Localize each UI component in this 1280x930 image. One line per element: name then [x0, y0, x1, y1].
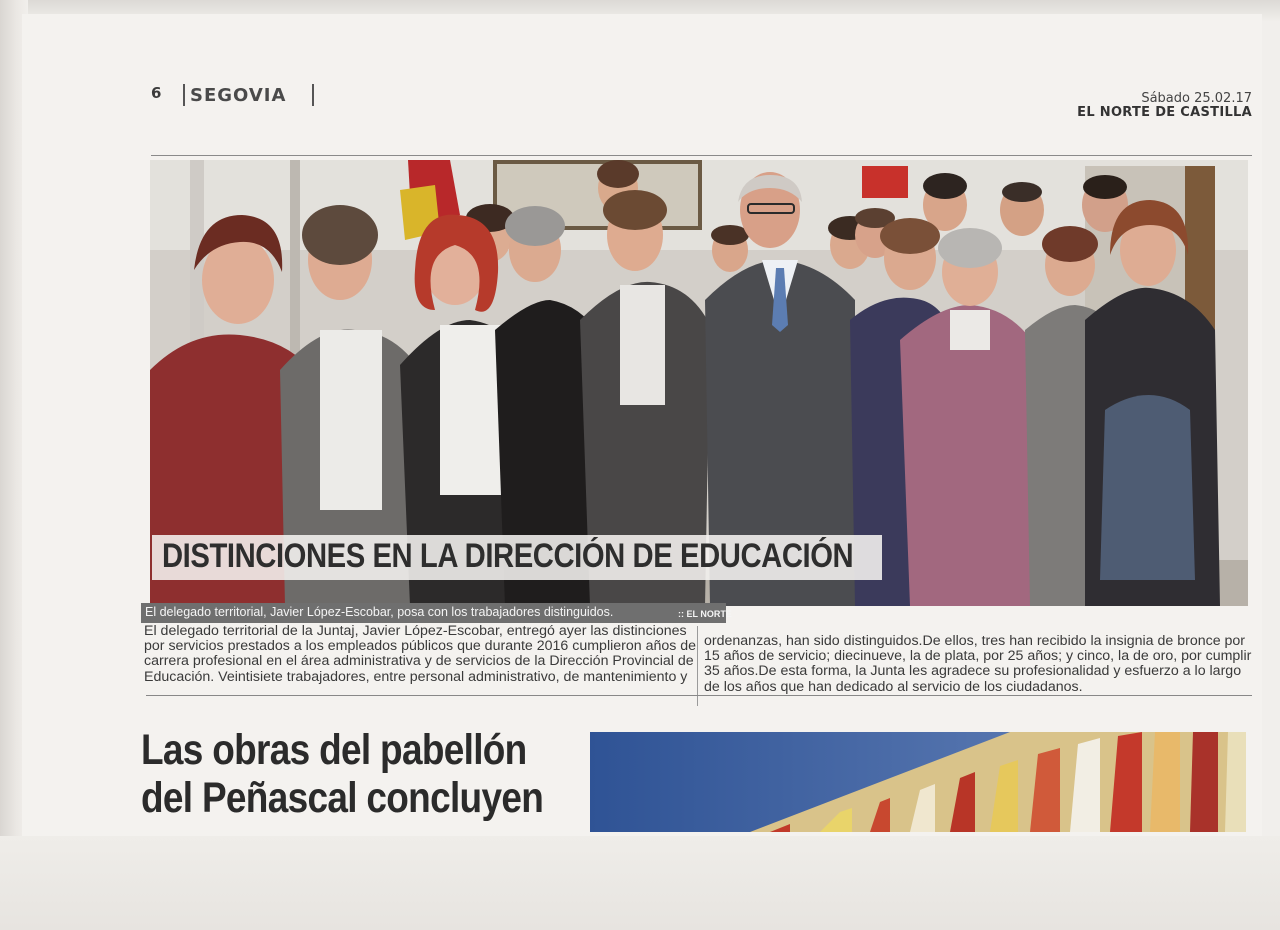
text-line: Educación. Veintisiete trabajadores, entre personal administrativo, de mantenimiento y	[144, 668, 688, 685]
pavilion-photo	[590, 732, 1246, 832]
text-line: 35 años.De esta forma, la Junta les agradece su profesionalidad y esfuerzo a lo largo	[704, 663, 1242, 680]
article-rule	[146, 695, 1252, 696]
headline-line: Las obras del pabellón	[141, 726, 527, 774]
next-article-headline	[141, 726, 543, 822]
article-column-right	[704, 633, 1252, 695]
photo-caption: El delegado territorial, Javier López-Escobar, posa con los trabajadores distinguidos.	[145, 605, 614, 619]
text-line: ordenanzas, han sido distinguidos.De ellos, tres han recibido la insignia de bronce por	[704, 633, 1246, 649]
section-divider	[312, 84, 314, 106]
article-column-left	[144, 623, 697, 685]
page-bottom-margin	[0, 836, 1280, 930]
section-name: SEGOVIA	[190, 85, 287, 106]
headline-line: del Peñascal concluyen	[141, 774, 544, 822]
text-line: carrera profesional en el área administrativa y de servicios de la Dirección Provincial de	[144, 653, 694, 670]
text-line: 15 años de servicio; diecinueve, la de plata, por 25 años; y cinco, la de oro, por cumplir	[704, 648, 1252, 665]
header-rule	[151, 155, 1252, 156]
photo-headline: DISTINCIONES EN LA DIRECCIÓN DE EDUCACIÓN	[162, 537, 854, 575]
section-divider	[183, 84, 185, 106]
column-divider	[697, 626, 698, 706]
text-line: de los años que han dedicado al servicio de los ciudadanos.	[704, 678, 1083, 695]
text-line: por servicios prestados a los empleados públicos que durante 2016 cumplieron años de	[144, 638, 697, 655]
photo-credit: :: EL NORTE	[678, 609, 732, 619]
text-line: El delegado territorial de la Juntaj, Javier López-Escobar, entregó ayer las distinciones	[144, 623, 687, 639]
masthead: EL NORTE DE CASTILLA	[1077, 105, 1252, 120]
issue-date: Sábado 25.02.17	[1141, 91, 1252, 106]
page-number: 6	[151, 84, 162, 102]
